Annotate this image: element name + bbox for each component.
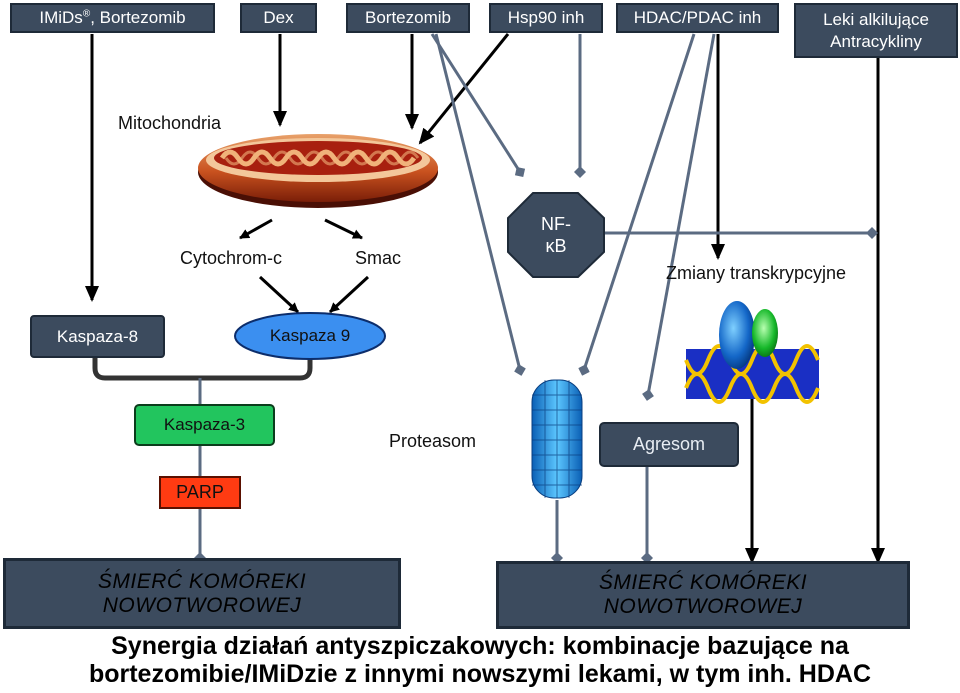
drug-bortezomib-label: Bortezomib [365, 8, 451, 27]
proteasome-icon [532, 380, 582, 498]
kaspaza9-label [235, 313, 385, 359]
drug-leki-line2: Antracykliny [830, 31, 922, 51]
label-cytochrom-c: Cytochrom-c [180, 248, 283, 268]
dna-transcription-icon [686, 301, 819, 402]
caspase-bracket [95, 358, 310, 378]
arrow-smac-to-kaspaza9 [330, 277, 368, 312]
agresom-box [599, 422, 739, 467]
drug-hdac-label: HDAC/PDAC inh [633, 8, 762, 27]
outcome-death-left [3, 558, 401, 629]
arrow-hsp90-to-mitochondria [420, 34, 508, 143]
drug-leki-line1: Leki alkilujące [823, 9, 929, 29]
drug-bortezomib [346, 3, 470, 33]
kaspaza9-text: Kaspaza 9 [269, 326, 351, 345]
nfkb-label [508, 193, 604, 277]
agresom-label: Agresom [632, 434, 706, 454]
mitochondrion-icon [198, 134, 438, 208]
parp-label: PARP [176, 482, 224, 502]
outcome-left-line1: ŚMIERĆ KOMÓREKI [97, 569, 307, 593]
arrow-mito-to-cytochrom [240, 220, 272, 238]
arrow-bortezomib-to-nfkb [432, 34, 520, 172]
drug-dex-label: Dex [263, 8, 294, 27]
outcome-right-line1: ŚMIERĆ KOMÓREKI [598, 571, 808, 594]
drug-imids-label: IMiDs [39, 8, 83, 27]
kaspaza8-box [30, 315, 165, 358]
label-mitochondria: Mitochondria [118, 113, 222, 133]
drug-hsp90-label: Hsp90 inh [507, 8, 585, 27]
label-smac: Smac [355, 248, 402, 268]
registered-mark: ® [82, 8, 91, 20]
outcome-right-line2: NOWOTWOROWEJ [603, 595, 803, 618]
arrow-hdac-to-agresom [648, 34, 714, 395]
outcome-left-line2: NOWOTWOROWEJ [102, 593, 302, 617]
drug-leki-alkilujace [794, 3, 958, 58]
caption-line1: Synergia działań antyszpiczakowych: kombinacje bazujące na [111, 632, 849, 660]
kaspaza3-box [134, 404, 275, 446]
kaspaza3-label: Kaspaza-3 [163, 415, 246, 434]
nfkb-line2: κB [545, 236, 567, 256]
label-proteasom: Proteasom [389, 431, 477, 451]
kaspaza8-label: Kaspaza-8 [56, 326, 139, 346]
drug-hdac [616, 3, 779, 33]
nfkb-line1: NF- [541, 214, 571, 234]
arrow-mito-to-smac [325, 220, 362, 238]
arrow-cytochrom-to-kaspaza9 [260, 277, 298, 312]
drug-imids-rest-label: , Bortezomib [90, 8, 186, 27]
outcome-death-right [496, 561, 910, 629]
caption-line2: bortezomibie/IMiDzie z innymi nowszymi lekami, w tym inh. HDAC [88, 660, 872, 688]
parp-box [159, 476, 241, 509]
drug-hsp90 [489, 3, 603, 33]
drug-dex [240, 3, 317, 33]
label-zmiany-transkrypcyjne: Zmiany transkrypcyjne [666, 263, 847, 283]
drug-imids-bortezomib [10, 3, 215, 33]
